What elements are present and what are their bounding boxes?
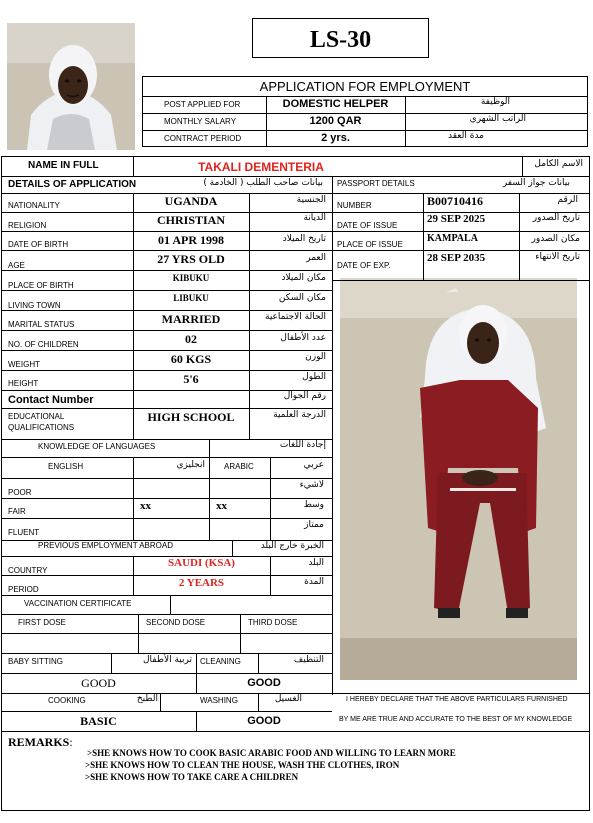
period-value: 2 YEARS (178, 577, 225, 589)
salary-ar: الراتب الشهري (469, 114, 526, 124)
salary-value: 1200 QAR (309, 115, 362, 127)
english-label: ENGLISH (48, 462, 84, 471)
remarks-label: REMARKS: (8, 735, 73, 749)
vaccination-label: VACCINATION CERTIFICATE (24, 599, 132, 608)
first-dose-label: FIRST DOSE (18, 618, 66, 627)
third-dose-label: THIRD DOSE (248, 618, 298, 627)
baby-sitting-value: GOOD (81, 676, 116, 690)
fair-arabic: xx (216, 500, 227, 512)
country-label: COUNTRY (8, 566, 48, 575)
form-title: APPLICATION FOR EMPLOYMENT (259, 79, 471, 94)
passport-ar: بيانات جواز السفر (502, 178, 570, 188)
name-label: NAME IN FULL (28, 160, 99, 171)
baby-sitting-ar: تربية الأطفال (142, 655, 192, 665)
remark-line-2: >SHE KNOWS HOW TO CLEAN THE HOUSE, WASH THE CLOTHES, IRON (85, 760, 400, 770)
remark-line-1: >SHE KNOWS HOW TO COOK BASIC ARABIC FOOD AND WILLING TO LEARN MORE (87, 748, 456, 758)
cooking-value: BASIC (80, 714, 117, 728)
post-label: POST APPLIED FOR (164, 100, 241, 109)
arabic-ar: عربي (303, 460, 324, 470)
cleaning-value: GOOD (247, 677, 281, 689)
declaration-line-1: I HEREBY DECLARE THAT THE ABOVE PARTICULARS FURNISHED (346, 696, 568, 703)
poor-label: POOR (8, 488, 32, 497)
languages-ar: إجادة اللغات (279, 440, 326, 450)
country-ar: البلد (308, 558, 324, 568)
salary-label: MONTHLY SALARY (164, 117, 237, 126)
fair-ar: وسط (303, 500, 324, 510)
languages-label: KNOWLEDGE OF LANGUAGES (38, 442, 156, 451)
post-ar: الوظيفة (480, 97, 510, 107)
fair-label: FAIR (8, 507, 26, 516)
fluent-label: FLUENT (8, 528, 40, 537)
remark-line-3: >SHE KNOWS HOW TO TAKE CARE A CHILDREN (85, 772, 299, 782)
contract-label: CONTRACT PERIOD (164, 134, 242, 143)
passport-label: PASSPORT DETAILS (337, 179, 415, 188)
washing-label: WASHING (200, 696, 238, 705)
fair-english: xx (140, 500, 151, 512)
poor-ar: لاشيء (299, 480, 324, 490)
cooking-label: COOKING (48, 696, 86, 705)
application-code: LS-30 (309, 27, 372, 53)
prev-employment-ar: الخبرة خارج البلد (260, 541, 324, 551)
prev-employment-label: PREVIOUS EMPLOYMENT ABROAD (38, 541, 173, 550)
period-label: PERIOD (8, 585, 39, 594)
portrait-photo (7, 23, 135, 150)
full-name: TAKALI DEMENTERIA (198, 160, 324, 174)
country-value: SAUDI (KSA) (168, 557, 235, 569)
name-ar: الاسم الكامل (534, 159, 583, 169)
contract-ar: مدة العقد (448, 131, 484, 141)
cooking-ar: الطبخ (136, 694, 158, 704)
period-ar: المدة (304, 577, 324, 587)
baby-sitting-label: BABY SITTING (8, 657, 63, 666)
post-value: DOMESTIC HELPER (282, 98, 389, 110)
second-dose-label: SECOND DOSE (146, 618, 206, 627)
washing-value: GOOD (247, 715, 281, 727)
arabic-label: ARABIC (224, 462, 254, 471)
declaration-line-2: BY ME ARE TRUE AND ACCURATE TO THE BEST OF MY KNOWLEDGE (339, 716, 573, 723)
english-ar: انجليزي (176, 460, 205, 470)
details-ar: بيانات صاحب الطلب ( الخادمة ) (203, 178, 323, 188)
cleaning-ar: التنظيف (293, 655, 324, 665)
washing-ar: الغسيل (274, 694, 302, 704)
details-label: DETAILS OF APPLICATION (8, 179, 137, 190)
contract-value: 2 yrs. (321, 132, 350, 144)
fluent-ar: ممتاز (304, 520, 324, 530)
cleaning-label: CLEANING (200, 657, 241, 666)
